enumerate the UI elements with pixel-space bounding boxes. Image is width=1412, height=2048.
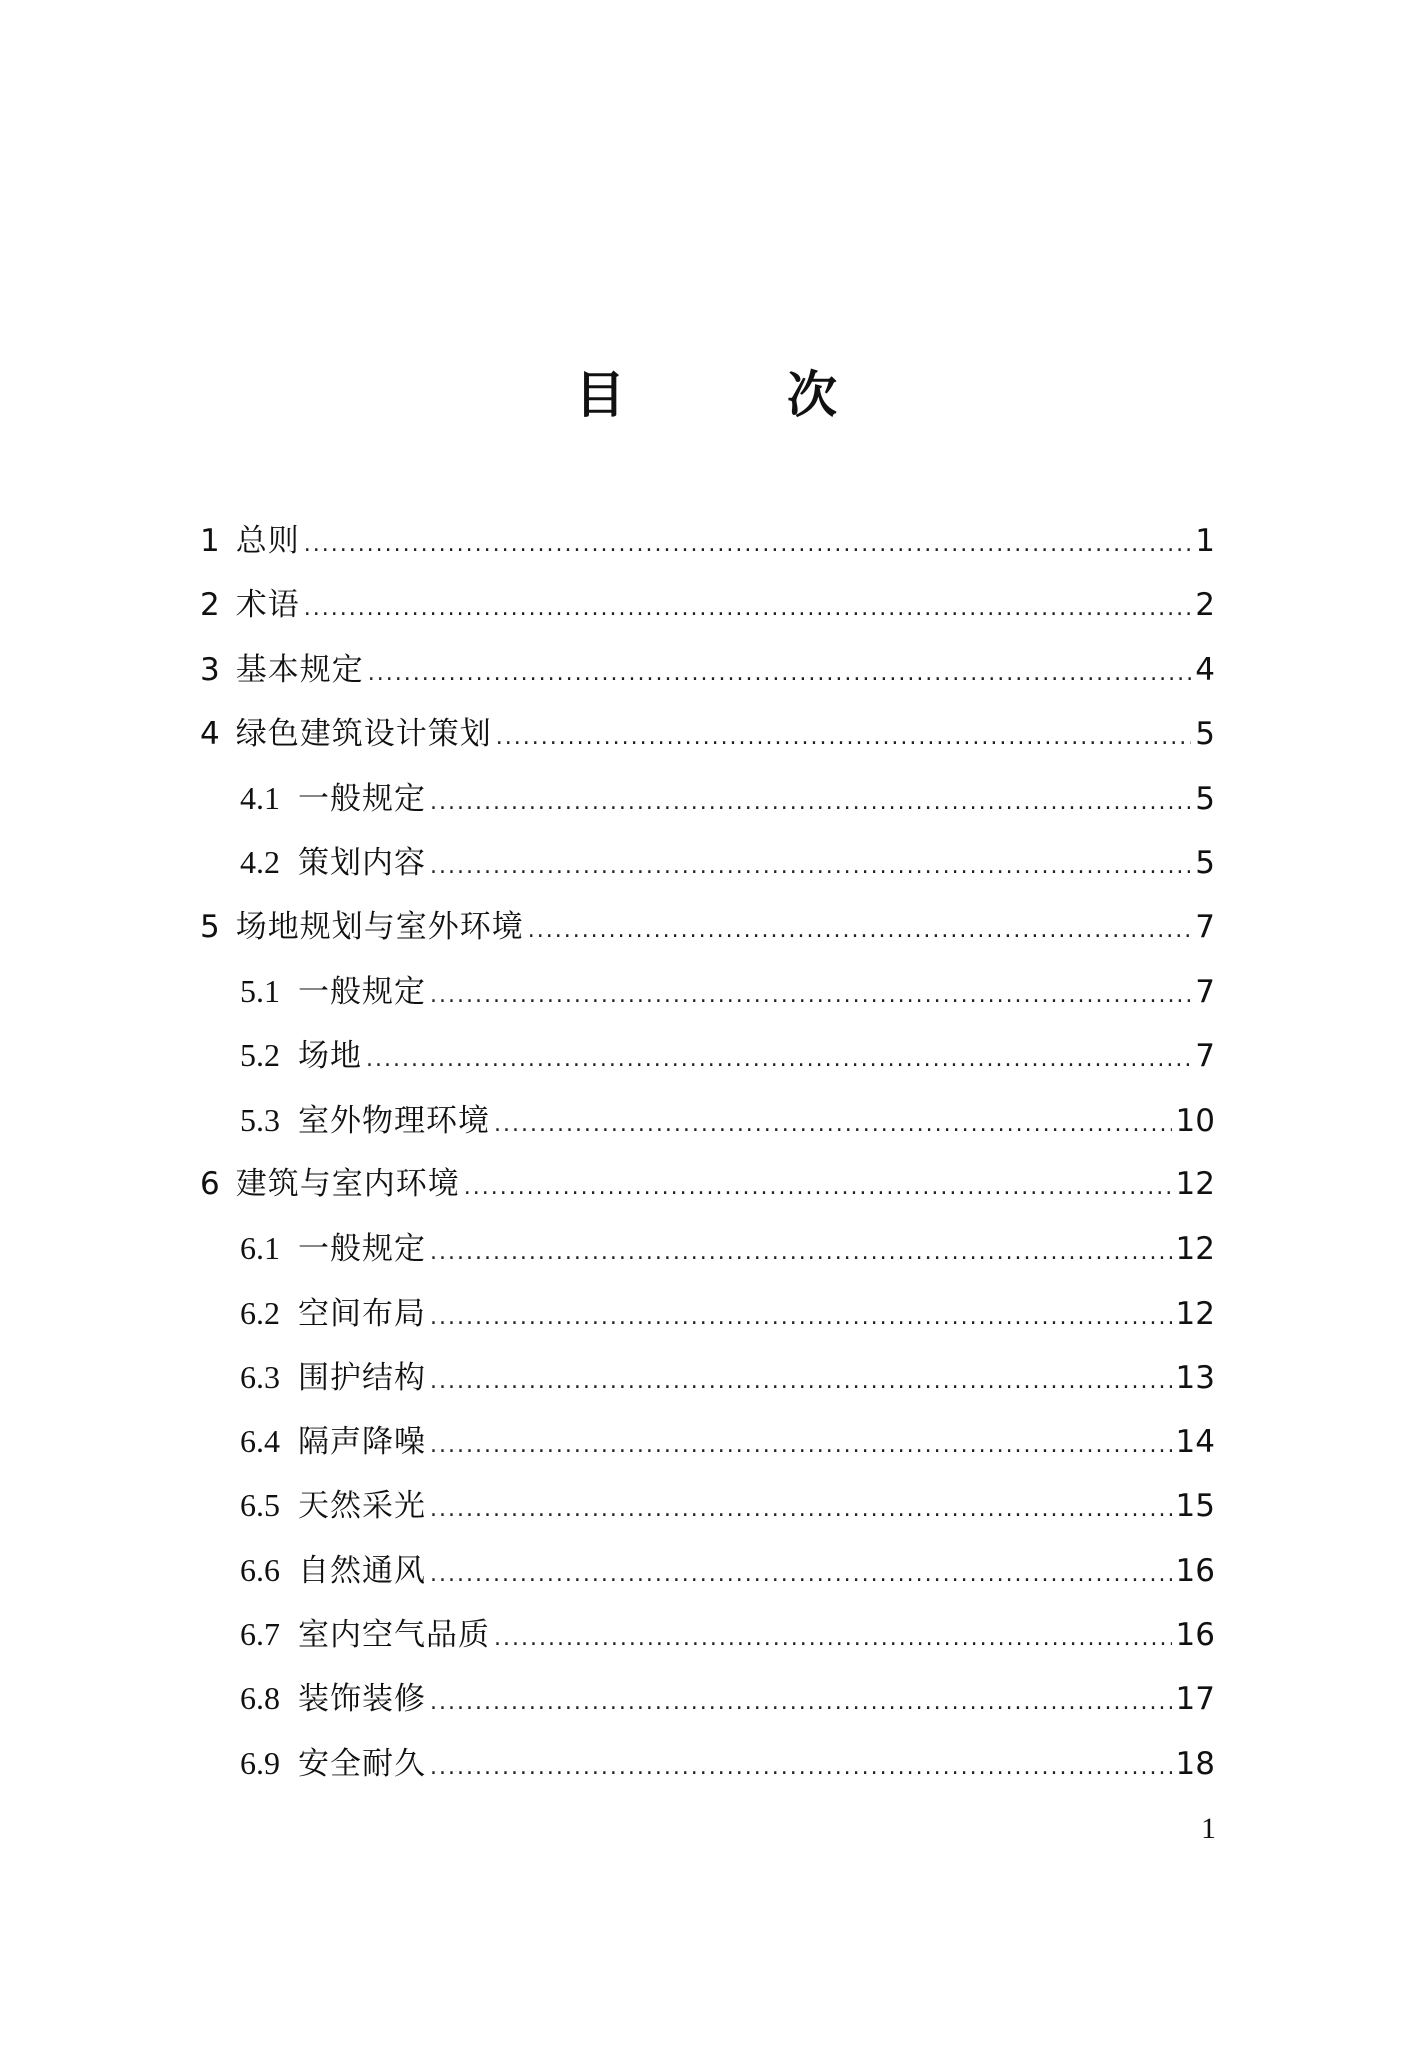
toc-entry-title: 安全耐久 [298,1745,426,1782]
toc-entry-5-3[interactable] [200,1091,1215,1155]
toc-entry-page: 17 [1175,1681,1215,1718]
toc-entry-title: 围护结构 [298,1359,426,1396]
toc-entry-title: 绿色建筑设计策划 [235,715,492,752]
toc-entry-6-1[interactable] [200,1219,1215,1283]
toc-entry-number: 6.3 [240,1358,280,1395]
toc-entry-page: 14 [1175,1424,1215,1461]
toc-entry-6-6[interactable] [200,1541,1215,1605]
toc-entry-6[interactable] [200,1155,1215,1219]
dot-leader [430,1546,1172,1604]
toc-entry-title: 策划内容 [298,845,426,882]
dot-leader [430,838,1191,896]
page-number: 1 [1201,1812,1216,1845]
toc-entry-1[interactable] [200,512,1215,576]
toc-entry-number: 1 [200,523,220,559]
toc-entry-page: 15 [1175,1488,1215,1525]
toc-entry-3[interactable] [200,641,1215,705]
toc-entry-page: 12 [1175,1231,1215,1268]
toc-entry-title: 术语 [235,587,300,624]
toc-entry-6-5[interactable] [200,1476,1215,1540]
toc-entry-title: 自然通风 [298,1552,426,1589]
dot-leader [464,1159,1172,1217]
toc-entry-title: 空间布局 [298,1295,426,1332]
toc-entry-page: 7 [1195,1038,1215,1075]
toc-entry-page: 5 [1195,781,1215,818]
dot-leader [304,516,1191,574]
toc-entry-5[interactable] [200,898,1215,962]
toc-entry-title: 天然采光 [298,1488,426,1525]
dot-leader [430,1353,1172,1411]
toc-entry-5-2[interactable] [200,1026,1215,1090]
toc-entry-number: 5.2 [240,1037,280,1074]
toc-entry-page: 12 [1175,1295,1215,1332]
toc-entry-page: 5 [1195,715,1215,752]
toc-entry-6-3[interactable] [200,1348,1215,1412]
toc-entry-title: 总则 [235,523,300,559]
toc-entry-title: 隔声降噪 [298,1424,426,1461]
dot-leader [528,902,1191,960]
toc-entry-6-7[interactable] [200,1605,1215,1669]
toc-entry-title: 室外物理环境 [298,1102,490,1139]
toc-entry-number: 3 [200,651,220,688]
toc-entry-4-2[interactable] [200,833,1215,897]
toc-entry-title: 装饰装修 [298,1681,426,1718]
toc-entry-number: 5.1 [240,973,280,1010]
toc-entry-number: 6.1 [240,1230,280,1267]
toc-entry-page: 18 [1175,1745,1215,1782]
table-of-contents [200,512,1215,1798]
dot-leader [430,774,1191,832]
toc-entry-2[interactable] [200,576,1215,640]
toc-entry-page: 16 [1175,1552,1215,1589]
toc-entry-number: 4 [200,715,220,752]
dot-leader [494,1610,1172,1668]
toc-entry-page: 12 [1175,1165,1215,1202]
toc-entry-page: 7 [1195,908,1215,945]
toc-entry-title: 场地 [298,1038,362,1075]
toc-entry-6-8[interactable] [200,1669,1215,1733]
page-title: 目 次 [575,366,893,424]
toc-entry-page: 1 [1195,523,1215,559]
toc-entry-number: 2 [200,587,220,624]
toc-entry-page: 5 [1195,845,1215,882]
toc-entry-number: 6.8 [240,1680,280,1717]
toc-entry-title: 场地规划与室外环境 [235,908,524,945]
dot-leader [430,967,1191,1025]
dot-leader [368,645,1191,703]
toc-entry-6-9[interactable] [200,1734,1215,1798]
dot-leader [494,1096,1172,1154]
toc-entry-title: 一般规定 [298,1231,426,1268]
toc-entry-number: 6.7 [240,1616,280,1653]
toc-entry-number: 5.3 [240,1101,280,1138]
dot-leader [430,1417,1172,1475]
toc-entry-title: 建筑与室内环境 [235,1165,460,1202]
toc-entry-title: 一般规定 [298,974,426,1011]
toc-entry-number: 5 [200,908,220,945]
toc-entry-number: 6.9 [240,1744,280,1781]
toc-entry-4-1[interactable] [200,769,1215,833]
toc-entry-number: 6.4 [240,1423,280,1460]
toc-entry-number: 6.6 [240,1551,280,1588]
toc-entry-page: 10 [1175,1102,1215,1139]
toc-entry-title: 室内空气品质 [298,1617,490,1654]
toc-entry-page: 7 [1195,974,1215,1011]
toc-entry-number: 6.5 [240,1487,280,1524]
toc-entry-page: 2 [1195,587,1215,624]
toc-entry-title: 一般规定 [298,781,426,818]
toc-entry-title: 基本规定 [235,651,364,688]
toc-entry-6-2[interactable] [200,1284,1215,1348]
toc-entry-page: 16 [1175,1617,1215,1654]
toc-entry-number: 6.2 [240,1294,280,1331]
toc-entry-page: 4 [1195,651,1215,688]
toc-entry-number: 6 [200,1165,220,1202]
dot-leader [430,1739,1172,1797]
toc-entry-4[interactable] [200,705,1215,769]
toc-entry-6-4[interactable] [200,1412,1215,1476]
dot-leader [366,1031,1191,1089]
dot-leader [430,1224,1172,1282]
toc-entry-number: 4.1 [240,780,280,817]
dot-leader [304,580,1191,638]
toc-entry-5-1[interactable] [200,962,1215,1026]
toc-entry-page: 13 [1175,1359,1215,1396]
dot-leader [430,1674,1172,1732]
toc-entry-number: 4.2 [240,844,280,881]
dot-leader [496,709,1191,767]
dot-leader [430,1481,1172,1539]
dot-leader [430,1289,1172,1347]
